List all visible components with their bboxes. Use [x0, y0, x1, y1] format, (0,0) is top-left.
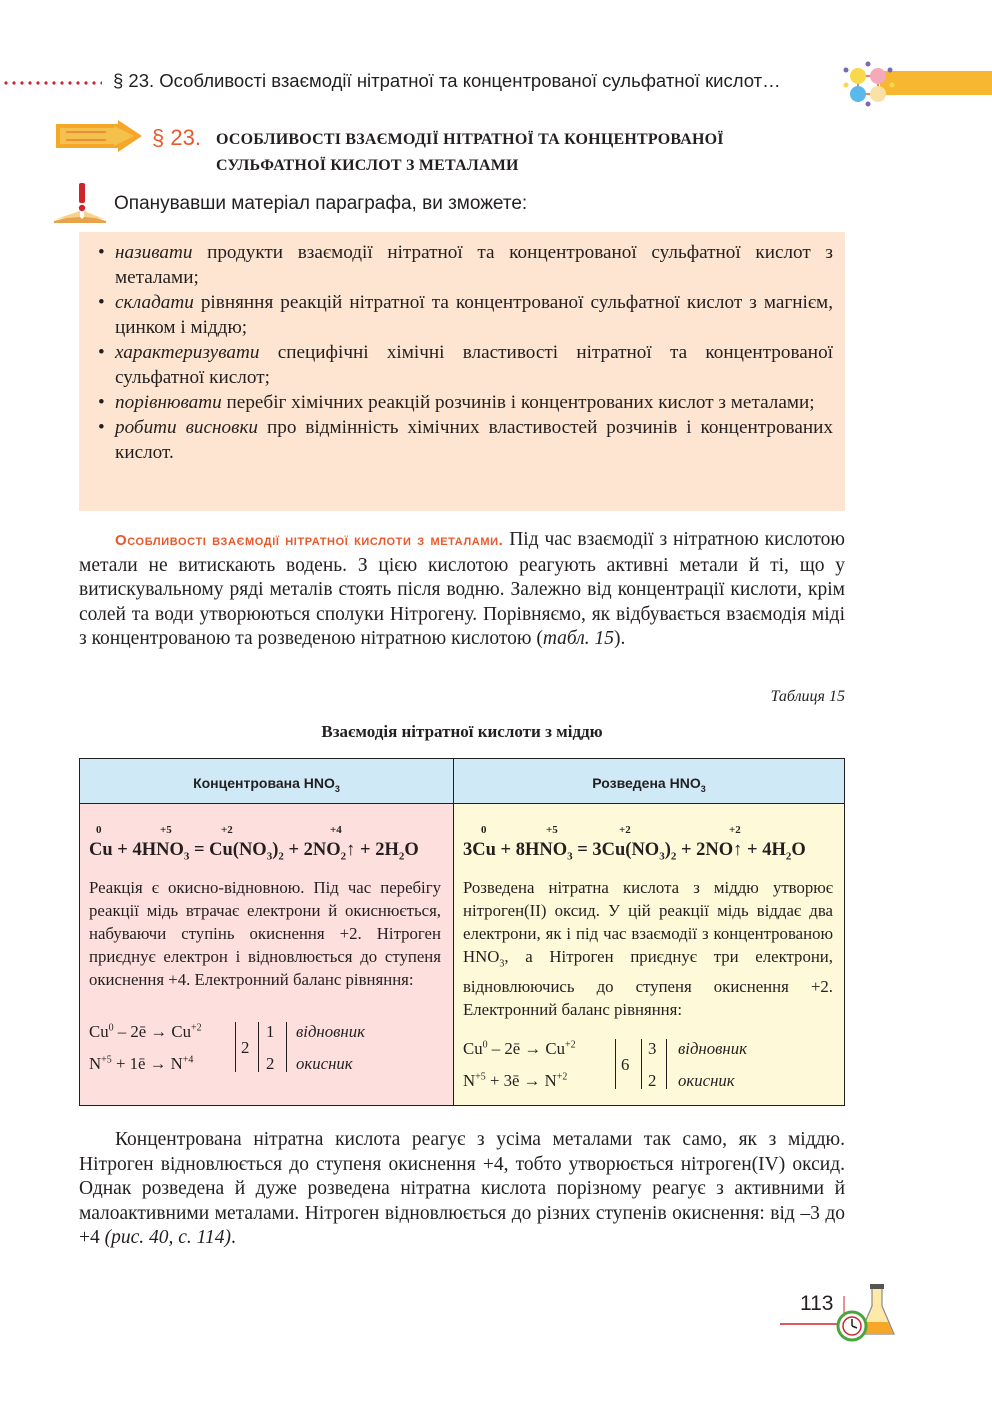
- desc-text: , а Нітроген приєднує три електрони, відновлюючись до ступеня окиснення +2. Електронний баланс рівняння:: [463, 947, 833, 1020]
- reaction-equation: [463, 840, 806, 863]
- oxidation-state: +2: [221, 824, 233, 836]
- electron-balance: [463, 1039, 823, 1099]
- eq-part: ): [664, 840, 671, 860]
- role-reducer: відновник: [678, 1039, 748, 1058]
- eq-part: + 2NO↑ + 4H: [676, 840, 786, 860]
- oxidation-state: 0: [481, 824, 487, 836]
- paragraph-lead: Особливості взаємодії нітратної кислоти з металами.: [115, 532, 504, 549]
- objective-text: специфічні хімічні властивості нітратної та концентрованої сульфатної кислот;: [115, 342, 833, 388]
- table-title: Взаємодія нітратної кислоти з міддю: [321, 722, 603, 741]
- balance-text: – 2ē → Cu: [113, 1022, 191, 1041]
- balance-row: [89, 1054, 193, 1074]
- eq-sub: 2: [398, 850, 405, 863]
- body-paragraph: [79, 528, 845, 652]
- running-header: [0, 66, 992, 100]
- table-header-dilute: [454, 759, 844, 804]
- objective-verb: характеризувати: [115, 342, 260, 363]
- eq-part: = Cu(NO: [189, 840, 267, 860]
- role-oxidizer: окисник: [296, 1054, 353, 1073]
- flask-clock-icon: [780, 1282, 900, 1346]
- molecule-icon: [838, 58, 902, 110]
- oxidation-state: +2: [619, 824, 631, 836]
- balance-sup: 0: [108, 1022, 114, 1034]
- balance-row: [89, 1022, 202, 1042]
- eq-part: ): [272, 840, 279, 860]
- objective-item: [115, 340, 833, 390]
- balance-lcm: 2: [241, 1038, 250, 1057]
- objective-verb: називати: [115, 242, 193, 263]
- eq-sub: 3: [183, 850, 190, 863]
- eq-part: = 3Cu(NO: [572, 840, 660, 860]
- balance-divider: [235, 1022, 236, 1072]
- balance-divider: [615, 1039, 616, 1089]
- oxidation-state: +5: [546, 824, 558, 836]
- balance-divider: [666, 1039, 667, 1089]
- balance-sup: +5: [475, 1071, 486, 1083]
- eq-part: ↑ + 2H: [346, 840, 399, 860]
- eq-part: 3Cu + 8HNO: [463, 840, 568, 860]
- objectives-box: [79, 232, 845, 511]
- balance-lcm: 6: [621, 1055, 630, 1074]
- section-title-line: ОСОБЛИВОСТІ ВЗАЄМОДІЇ НІТРАТНОЇ ТА КОНЦЕНТРОВАНОЇ: [216, 131, 724, 148]
- balance-text: Cu: [463, 1039, 483, 1058]
- book-exclamation-icon: [52, 183, 108, 225]
- running-title: § 23. Особливості взаємодії нітратної та концентрованої сульфатної кислот…: [113, 70, 781, 91]
- paragraph-end: ).: [614, 628, 626, 650]
- oxidation-state: +5: [160, 824, 172, 836]
- balance-row: [463, 1039, 576, 1059]
- balance-divider: [286, 1022, 287, 1072]
- balance-divider: [641, 1039, 642, 1089]
- section-title: [216, 127, 724, 179]
- comparison-table: [79, 758, 845, 1106]
- role-oxidizer: окисник: [678, 1071, 735, 1090]
- objective-item: [115, 390, 833, 415]
- objective-verb: порівнювати: [115, 392, 222, 413]
- oxidation-state: +2: [729, 824, 741, 836]
- eq-sub: 2: [340, 850, 347, 863]
- section-heading: [56, 120, 856, 180]
- header-text: Розведена HNO: [592, 775, 701, 791]
- balance-text: Cu: [89, 1022, 109, 1041]
- oxidation-state: 0: [96, 824, 102, 836]
- reaction-description: [463, 876, 833, 1021]
- balance-text: N: [463, 1071, 476, 1090]
- balance-text: + 3ē → N: [485, 1071, 557, 1090]
- dotted-line-decoration: [2, 81, 102, 85]
- objective-item: [115, 290, 833, 340]
- eq-sub: 3: [567, 850, 573, 863]
- oxidation-state: +4: [330, 824, 342, 836]
- paragraph-text: Концентрована нітратна кислота реагує з усіма металами так само, як з міддю. Нітроген відновлюється до ступеня окиснення +4, тобто утворюється нітроген(ІV) оксид. Однак розведена й дуже розведена нітратна кислота порізному реагує з активними й малоактивними металами. Нітроген відновлюється до різних ступенів окиснення: від –3 до +4: [79, 1129, 845, 1249]
- objective-text: продукти взаємодії нітратної та концентрованої сульфатної кислот з металами;: [115, 242, 833, 288]
- reaction-description: Реакція є окисно-відновною. Під час перебігу реакції мідь втрачає електрони й окиснюється, набуваючи ступінь окиснення +2. Нітроген приєднує електрон і відновлюється до ступеня окиснення +4. Електронний баланс рівняння:: [89, 878, 441, 989]
- objective-verb: робити висновки: [115, 417, 259, 438]
- section-arrow-icon: [56, 120, 148, 154]
- balance-sup: 0: [482, 1039, 488, 1051]
- balance-sup: +2: [556, 1071, 568, 1083]
- role-reducer: відновник: [296, 1022, 366, 1041]
- header-text: Концентрована HNO: [193, 775, 335, 791]
- objective-text: перебіг хімічних реакцій розчинів і концентрованих кислот з металами;: [221, 392, 815, 413]
- eq-part: Cu + 4HNO: [89, 840, 184, 860]
- eq-sub: 2: [785, 850, 792, 863]
- paragraph-text: Під час взаємодії з нітратною кислотою метали не витискають водень. З цією кислотою реагують активні метали й ті, що у витискувальному ряді металів стоять після водню. Залежно від концентрації кислоти, крім солей та води утворюються сполуки Нітрогену. Порівняємо, як відбувається взаємодія міді з концентрованою та розведеною нітратною кислотою (: [79, 529, 845, 650]
- reaction-equation: [89, 840, 419, 863]
- body-paragraph: [79, 1128, 845, 1251]
- header-subscript: 3: [700, 783, 706, 794]
- balance-coefficient: 2: [648, 1071, 657, 1090]
- balance-text: – 2ē → Cu: [487, 1039, 565, 1058]
- eq-sub: 2: [670, 850, 677, 863]
- balance-divider: [258, 1022, 259, 1072]
- balance-sup: +2: [190, 1022, 202, 1034]
- section-number: § 23.: [152, 125, 201, 150]
- objective-text: рівняння реакцій нітратної та концентрованої сульфатної кислот з магнієм, цинком і міддю;: [115, 292, 833, 338]
- paragraph-end: .: [230, 1227, 236, 1249]
- desc-text: Розведена нітратна кислота з міддю утворює нітроген(ІІ) оксид. У цій реакції мідь віддає два електрони, як і під час взаємодії з концентрованою HNO: [463, 878, 833, 966]
- section-title-line: СУЛЬФАТНОЇ КИСЛОТ З МЕТАЛАМИ: [216, 157, 519, 174]
- desc-sub: 3: [499, 958, 505, 970]
- objective-item: [115, 415, 833, 465]
- objective-verb: складати: [115, 292, 194, 313]
- balance-coefficient: 1: [266, 1022, 275, 1041]
- figure-reference: (рис. 40, с. 114): [104, 1227, 231, 1249]
- eq-part: O: [404, 840, 419, 860]
- eq-part: + 2NO: [283, 840, 341, 860]
- balance-text: N: [89, 1054, 102, 1073]
- balance-coefficient: 3: [648, 1039, 657, 1058]
- objective-item: [115, 240, 833, 290]
- table-cell-concentrated: [80, 804, 454, 1105]
- eq-sub: 2: [278, 850, 284, 863]
- eq-part: O: [791, 840, 806, 860]
- header-subscript: 3: [334, 783, 340, 794]
- balance-sup: +2: [564, 1039, 576, 1051]
- page-number: 113: [800, 1292, 834, 1315]
- balance-text: + 1ē → N: [111, 1054, 183, 1073]
- balance-row: [463, 1071, 567, 1091]
- objectives-list: [79, 232, 845, 465]
- balance-coefficient: 2: [266, 1054, 275, 1073]
- eq-sub: 3: [659, 850, 665, 863]
- objective-text: про відмінність хімічних властивостей розчинів і концентрованих кислот.: [115, 417, 833, 463]
- objectives-intro: Опанувавши матеріал параграфа, ви зможете:: [114, 193, 528, 214]
- table-header-concentrated: [80, 759, 454, 804]
- table-label: Таблиця 15: [770, 688, 845, 705]
- table-reference: табл. 15: [542, 628, 615, 650]
- balance-sup: +5: [101, 1054, 112, 1066]
- electron-balance: [89, 1022, 419, 1082]
- table-cell-dilute: [454, 804, 844, 1105]
- eq-sub: 3: [266, 850, 273, 863]
- balance-sup: +4: [182, 1054, 194, 1066]
